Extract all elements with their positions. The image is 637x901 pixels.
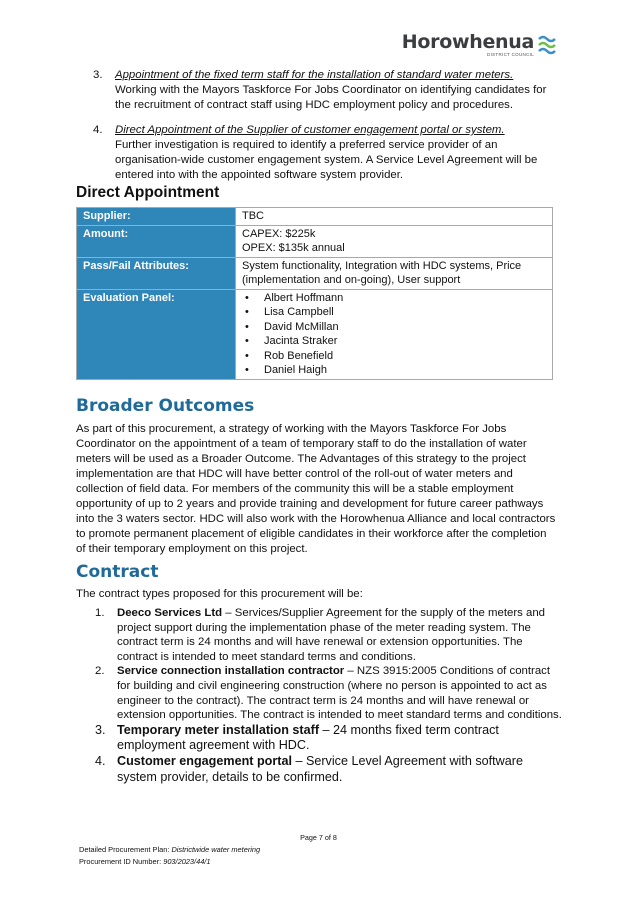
direct-appointment-table: [76, 207, 553, 380]
logo-wave-icon: [537, 35, 557, 57]
amount-value: [236, 225, 553, 257]
item-number: 1.: [95, 607, 105, 619]
panel-label: Evaluation Panel:: [77, 289, 236, 380]
table-row: [77, 257, 553, 289]
item-title: Customer engagement portal: [117, 753, 292, 768]
council-logo: [402, 33, 557, 58]
amount-opex: OPEX: $135k annual: [242, 242, 345, 254]
page-number: Page 7 of 8: [300, 833, 337, 842]
item-title: Appointment of the fixed term staff for the installation of standard water meters.: [115, 69, 514, 81]
attributes-label: Pass/Fail Attributes:: [77, 257, 236, 289]
item-text: Working with the Mayors Taskforce For Jobs Coordinator on identifying candidates for the recruitment of contract staff using HDC employment policy and procedures.: [115, 84, 547, 111]
contract-heading: Contract: [76, 562, 159, 582]
broader-outcomes-heading: Broader Outcomes: [76, 396, 255, 416]
list-item: [93, 123, 553, 183]
supplier-value: TBC: [236, 208, 553, 226]
item-title: Temporary meter installation staff: [117, 722, 320, 737]
broader-outcomes-text: As part of this procurement, a strategy of working with the Mayors Taskforce For Jobs Coordinator on the appointment of a team of temporary staff to do the installation of water meters will be used as a Broader Outcome. The Advantages of this strategy to the project implementation are that HDC will have better control of the roll-out of water meters and collection of field data. For members of the community this will be a stable employment opportunity of up to 2 years and provide training and development for future career pathways into the 3 waters sector. HDC will also work with the Horowhenua Alliance and local contractors to promote permanent placement of eligible candidates in their workforce after the completion of their temporary employment on this project.: [76, 423, 556, 555]
item-text: – NZS 3915:2005 Conditions of contract for building and civil engineering construction (where no person is appointed to act as engineer to the contract). The contract term is 24 months and will have renewal or extension opportunities. The contract is intended to meet standard terms and conditions.: [117, 665, 562, 722]
item-title: Service connection installation contractor: [117, 665, 345, 678]
direct-appointment-heading: Direct Appointment: [76, 184, 220, 201]
panel-member: • Albert Hoffmann: [242, 291, 546, 306]
footer-plan-label: Detailed Procurement Plan:: [79, 845, 172, 854]
table-row: [77, 225, 553, 257]
footer-plan-name: Districtwide water metering: [171, 845, 261, 854]
amount-capex: CAPEX: $225k: [242, 227, 316, 240]
item-number: 3.: [95, 722, 106, 737]
supplier-label: Supplier:: [77, 208, 236, 226]
item-number: 3.: [93, 69, 103, 81]
logo-name: Horowhenua: [401, 31, 534, 53]
table-row: [77, 289, 553, 380]
item-number: 4.: [95, 753, 106, 768]
item-number: 2.: [95, 665, 105, 678]
list-item: [95, 606, 565, 664]
panel-member: • David McMillan: [242, 320, 546, 335]
list-item: [95, 723, 565, 754]
panel-list: [242, 291, 546, 379]
item-text: Further investigation is required to identify a preferred service provider of an organisation-wide customer engagement system. A Service Level Agreement will be entered into with the appointed software system provider.: [115, 139, 538, 181]
panel-member: • Rob Benefield: [242, 349, 546, 364]
contract-intro: The contract types proposed for this procurement will be:: [76, 588, 363, 600]
item-text: – 24 months fixed term contract employment agreement with HDC.: [117, 722, 499, 753]
item-title: Deeco Services Ltd: [117, 607, 223, 619]
amount-label: Amount:: [77, 225, 236, 257]
table-row: [77, 208, 553, 226]
logo-subtitle: DISTRICT COUNCIL: [487, 52, 534, 57]
item-text: – Service Level Agreement with software system provider, details to be confirmed.: [117, 753, 523, 784]
contract-list: [95, 606, 565, 785]
panel-member: • Daniel Haigh: [242, 363, 546, 378]
panel-value: [236, 289, 553, 380]
item-number: 4.: [93, 124, 103, 136]
list-item: [95, 754, 565, 785]
attributes-value: System functionality, Integration with HDC systems, Price (implementation and on-going), User support: [236, 257, 553, 289]
footer: [79, 844, 260, 867]
item-text: – Services/Supplier Agreement for the supply of the meters and project support during the implementation phase of the meter reading system. The contract term is 24 months and will have renewal or extension opportunities. The contract is intended to meet standard terms and conditions.: [117, 607, 546, 663]
list-item: [95, 664, 565, 722]
list-item: [93, 68, 553, 113]
panel-member: • Jacinta Straker: [242, 334, 546, 349]
panel-member: • Lisa Campbell: [242, 305, 546, 320]
footer-id-number: 903/2023/44/1: [163, 856, 211, 866]
footer-id-label: Procurement ID Number:: [79, 856, 164, 866]
item-title: Direct Appointment of the Supplier of customer engagement portal or system.: [115, 124, 505, 136]
